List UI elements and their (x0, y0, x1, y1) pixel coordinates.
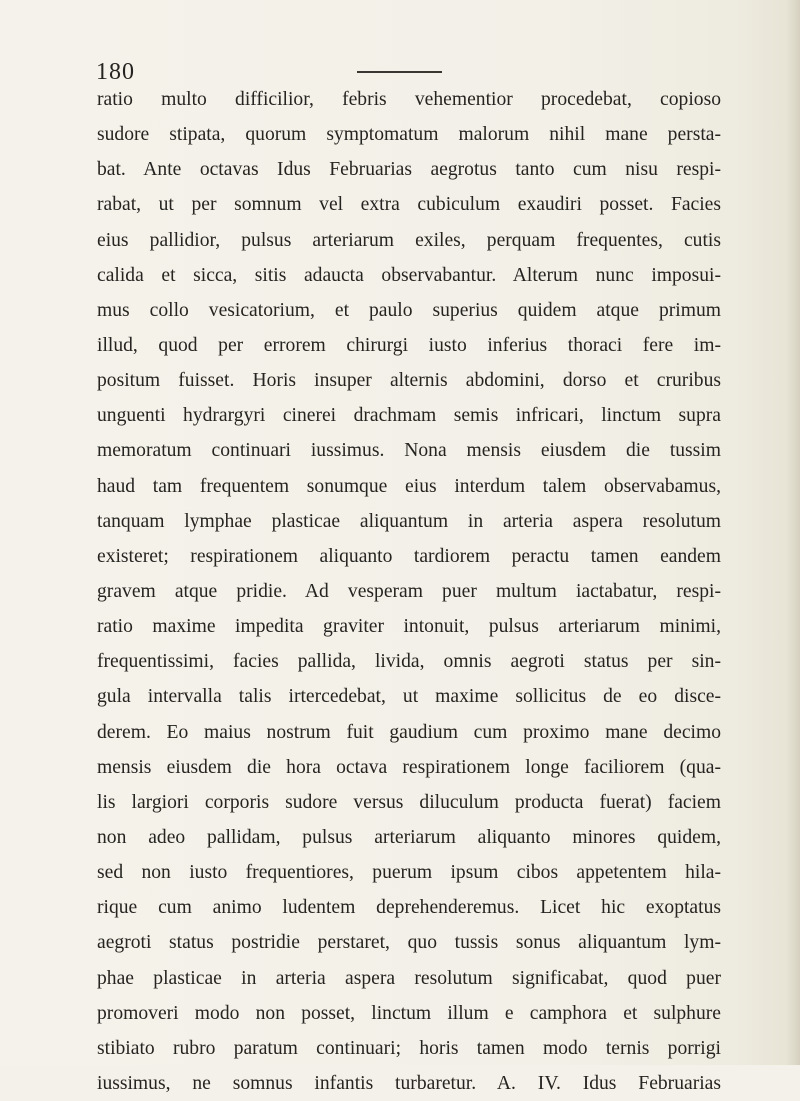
text-line: promoveri modo non posset, linctum illum e camphora et sulphure (97, 1002, 721, 1024)
text-line: mensis eiusdem die hora octava respirationem longe faciliorem (qua- (97, 756, 721, 778)
text-line: iussimus, ne somnus infantis turbaretur. A. IV. Idus Februarias (97, 1072, 721, 1094)
page-number: 180 (96, 59, 135, 85)
text-line: mus collo vesicatorium, et paulo superius quidem atque primum (97, 299, 721, 321)
text-line: frequentissimi, facies pallida, livida, omnis aegroti status per sin- (97, 651, 721, 673)
text-line: ratio multo difficilior, febris vehementior procedebat, copioso (97, 89, 721, 110)
text-line: aegroti status postridie perstaret, quo tussis sonus aliquantum lym- (97, 932, 721, 954)
text-line: derem. Eo maius nostrum fuit gaudium cum proximo mane decimo (97, 721, 721, 743)
text-line: stibiato rubro paratum continuari; horis tamen modo ternis porrigi (97, 1037, 721, 1059)
text-line: phae plasticae in arteria aspera resolutum significabat, quod puer (97, 967, 721, 989)
text-line: rabat, ut per somnum vel extra cubiculum exaudiri posset. Facies (97, 194, 721, 216)
text-line: rique cum animo ludentem deprehenderemus. Licet hic exoptatus (97, 897, 721, 919)
text-line: bat. Ante octavas Idus Februarias aegrotus tanto cum nisu respi- (97, 159, 721, 181)
header-rule (357, 71, 442, 73)
text-line: gravem atque pridie. Ad vesperam puer multum iactabatur, respi- (97, 580, 721, 602)
page-edge-shadow (786, 0, 800, 1065)
text-line: gula intervalla talis irtercedebat, ut maxime sollicitus de eo disce- (97, 686, 721, 708)
text-line: haud tam frequentem sonumque eius interdum talem observabamus, (97, 475, 721, 497)
text-line: calida et sicca, sitis adaucta observabantur. Alterum nunc imposui- (97, 264, 721, 286)
text-line: memoratum continuari iussimus. Nona mensis eiusdem die tussim (97, 440, 721, 462)
text-line: sed non iusto frequentiores, puerum ipsum cibos appetentem hila- (97, 862, 721, 884)
text-line: ratio maxime impedita graviter intonuit, pulsus arteriarum minimi, (97, 616, 721, 638)
text-line: sudore stipata, quorum symptomatum malorum nihil mane persta- (97, 124, 721, 146)
text-line: illud, quod per errorem chirurgi iusto inferius thoraci fere im- (97, 334, 721, 356)
text-line: existeret; respirationem aliquanto tardiorem peractu tamen eandem (97, 545, 721, 567)
body-text (97, 82, 721, 1101)
text-line: unguenti hydrargyri cinerei drachmam semis infricari, linctum supra (97, 405, 721, 427)
text-line: positum fuisset. Horis insuper alternis abdomini, dorso et cruribus (97, 370, 721, 392)
text-line: eius pallidior, pulsus arteriarum exiles, perquam frequentes, cutis (97, 229, 721, 251)
text-line: lis largiori corporis sudore versus diluculum producta fuerat) faciem (97, 791, 721, 813)
text-line: non adeo pallidam, pulsus arteriarum aliquanto minores quidem, (97, 826, 721, 848)
text-line: tanquam lymphae plasticae aliquantum in arteria aspera resolutum (97, 510, 721, 532)
